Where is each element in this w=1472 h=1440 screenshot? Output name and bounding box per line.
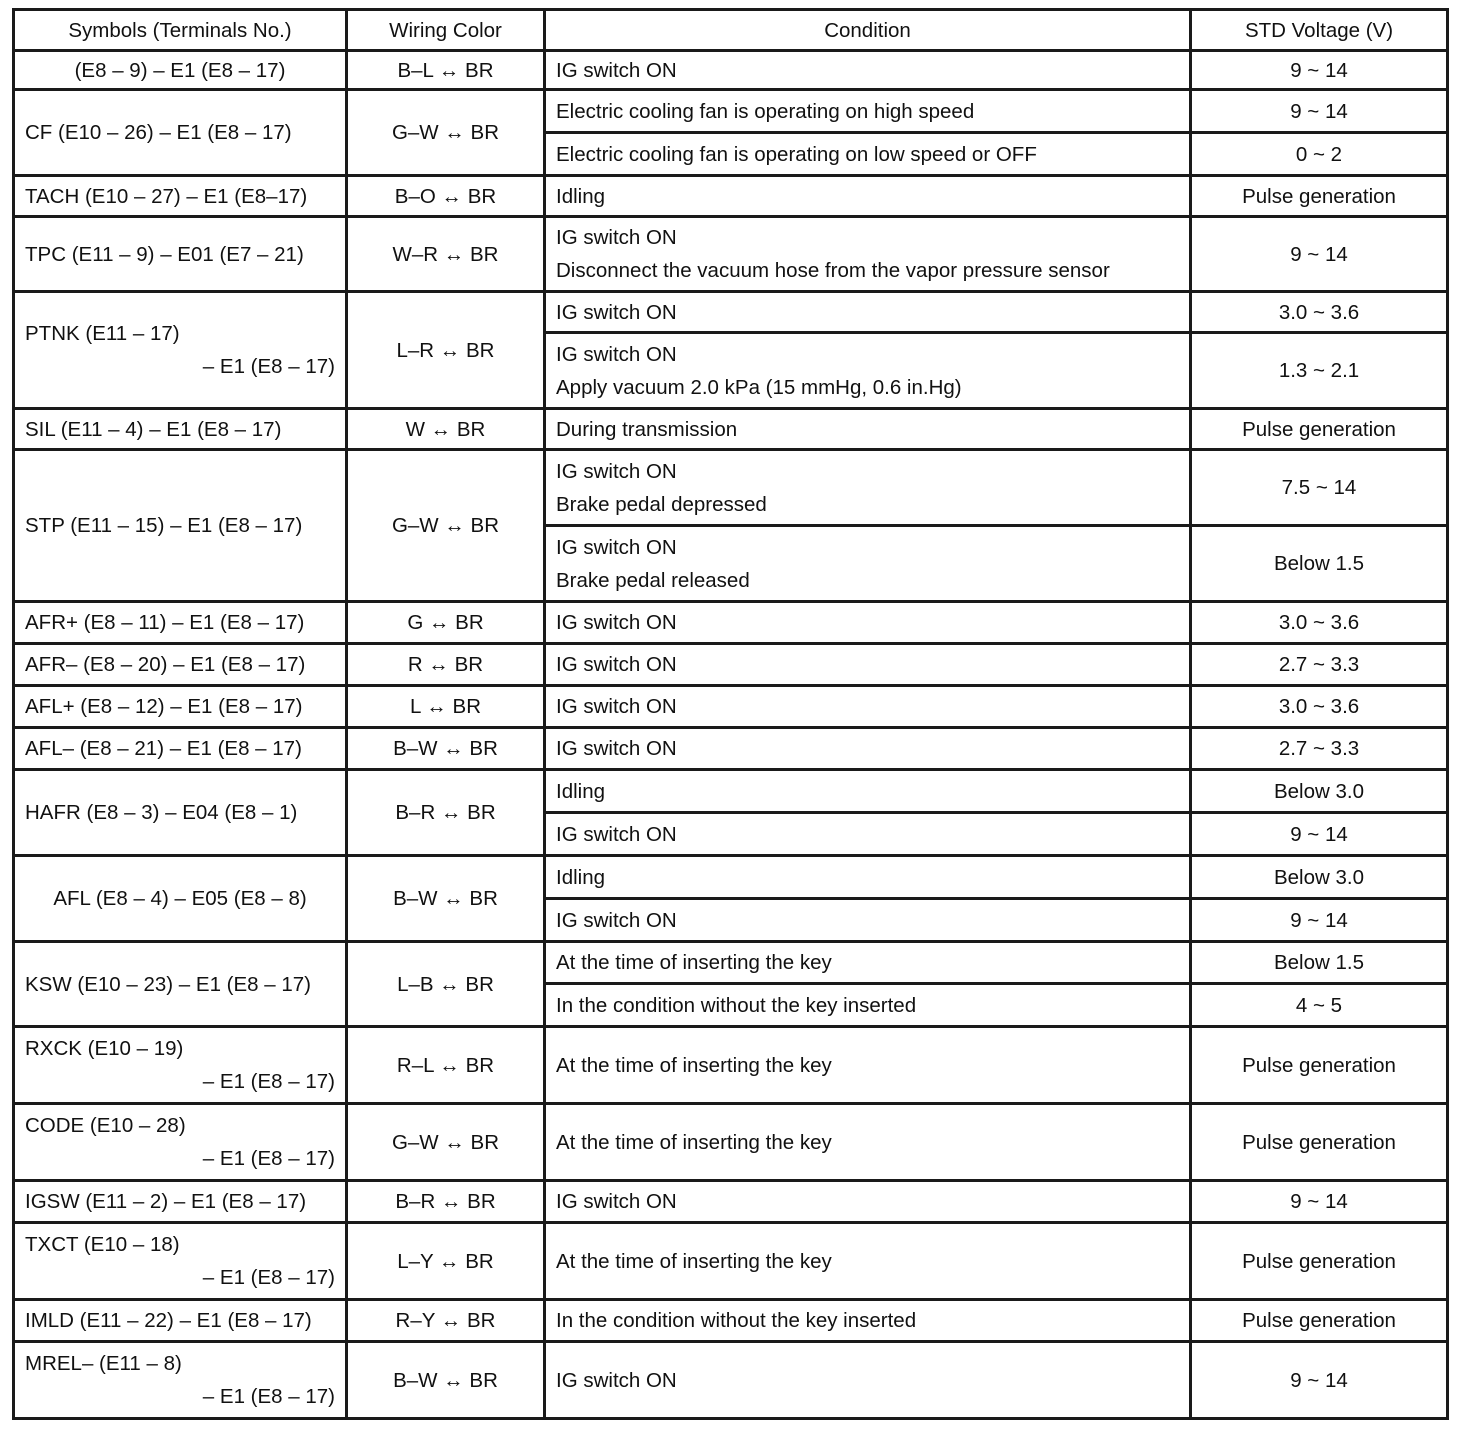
symbol-cell <box>14 1027 347 1104</box>
wiring-color-cell: B–W ↔ BR <box>347 856 545 942</box>
wiring-color-cell: B–R ↔ BR <box>347 1181 545 1223</box>
condition-line: IG switch ON <box>556 1190 677 1213</box>
condition-line: Idling <box>556 184 606 208</box>
symbol-cell: AFR+ (E8 – 11) – E1 (E8 – 17) <box>14 602 347 644</box>
condition-cell <box>545 1104 1191 1181</box>
condition-cell <box>545 856 1191 899</box>
std-voltage-cell: 0 ~ 2 <box>1191 133 1448 176</box>
header-wiring-color: Wiring Color <box>347 10 545 51</box>
symbol-line-1: MREL– (E11 – 8) <box>25 1352 182 1375</box>
symbol-cell <box>14 1223 347 1300</box>
symbol-line-2: – E1 (E8 – 17) <box>202 355 335 378</box>
std-voltage-cell: Below 1.5 <box>1191 942 1448 984</box>
table-row <box>14 1223 1448 1300</box>
condition-cell <box>545 602 1191 644</box>
condition-cell <box>545 133 1191 176</box>
wiring-color-cell: W–R ↔ BR <box>347 217 545 292</box>
condition-cell <box>545 1223 1191 1300</box>
condition-cell <box>545 333 1191 409</box>
wiring-color-cell: B–W ↔ BR <box>347 1342 545 1419</box>
condition-line: At the time of inserting the key <box>556 1249 832 1273</box>
std-voltage-cell: 3.0 ~ 3.6 <box>1191 602 1448 644</box>
condition-line: Idling <box>556 865 606 889</box>
condition-line: IG switch ON <box>556 535 677 559</box>
wiring-color-cell: L–Y ↔ BR <box>347 1223 545 1300</box>
std-voltage-cell: 3.0 ~ 3.6 <box>1191 686 1448 728</box>
symbol-cell <box>14 1104 347 1181</box>
condition-cell <box>545 686 1191 728</box>
table-row <box>14 90 1448 133</box>
condition-line: At the time of inserting the key <box>556 1053 832 1077</box>
condition-line: In the condition without the key inserted <box>556 1309 917 1332</box>
symbol-cell: CF (E10 – 26) – E1 (E8 – 17) <box>14 90 347 176</box>
std-voltage-cell: 2.7 ~ 3.3 <box>1191 728 1448 770</box>
symbol-cell: TPC (E11 – 9) – E01 (E7 – 21) <box>14 217 347 292</box>
condition-line: Electric cooling fan is operating on high speed <box>556 99 975 123</box>
table-row <box>14 856 1448 899</box>
condition-line: IG switch ON <box>556 58 677 82</box>
condition-cell <box>545 644 1191 686</box>
std-voltage-cell: 4 ~ 5 <box>1191 984 1448 1027</box>
header-row <box>14 10 1448 51</box>
condition-line: IG switch ON <box>556 822 677 846</box>
condition-cell <box>545 450 1191 526</box>
std-voltage-cell: 9 ~ 14 <box>1191 813 1448 856</box>
std-voltage-cell: Pulse generation <box>1191 1223 1448 1300</box>
symbol-cell: SIL (E11 – 4) – E1 (E8 – 17) <box>14 409 347 450</box>
wiring-color-cell: L ↔ BR <box>347 686 545 728</box>
wiring-color-cell: L–R ↔ BR <box>347 292 545 409</box>
condition-cell <box>545 728 1191 770</box>
condition-line: IG switch ON <box>556 300 677 324</box>
condition-line: During transmission <box>556 417 738 441</box>
wiring-color-cell: B–R ↔ BR <box>347 770 545 856</box>
condition-cell <box>545 292 1191 333</box>
wiring-color-cell: G–W ↔ BR <box>347 450 545 602</box>
condition-line: Brake pedal released <box>556 568 750 592</box>
std-voltage-cell: 2.7 ~ 3.3 <box>1191 644 1448 686</box>
condition-line: IG switch ON <box>556 342 677 366</box>
symbol-cell: STP (E11 – 15) – E1 (E8 – 17) <box>14 450 347 602</box>
condition-line: Brake pedal depressed <box>556 492 767 516</box>
condition-cell <box>545 770 1191 813</box>
table-row <box>14 1181 1448 1223</box>
condition-cell <box>545 409 1191 450</box>
std-voltage-cell: Below 1.5 <box>1191 526 1448 602</box>
symbol-cell: HAFR (E8 – 3) – E04 (E8 – 1) <box>14 770 347 856</box>
symbol-line-2: – E1 (E8 – 17) <box>202 1070 335 1093</box>
condition-cell <box>545 1300 1191 1342</box>
symbol-cell <box>14 292 347 409</box>
condition-cell <box>545 90 1191 133</box>
wiring-color-cell: B–L ↔ BR <box>347 51 545 90</box>
std-voltage-cell: Pulse generation <box>1191 1104 1448 1181</box>
condition-line: Disconnect the vacuum hose from the vapor pressure sensor <box>556 259 1110 282</box>
std-voltage-cell: Below 3.0 <box>1191 856 1448 899</box>
condition-cell <box>545 1027 1191 1104</box>
wiring-color-cell: G–W ↔ BR <box>347 1104 545 1181</box>
symbol-line-1: CODE (E10 – 28) <box>25 1114 186 1137</box>
wiring-color-cell: G–W ↔ BR <box>347 90 545 176</box>
symbol-cell: IGSW (E11 – 2) – E1 (E8 – 17) <box>14 1181 347 1223</box>
condition-line: IG switch ON <box>556 695 677 718</box>
std-voltage-cell: Pulse generation <box>1191 176 1448 217</box>
table-row <box>14 409 1448 450</box>
symbol-line-2: – E1 (E8 – 17) <box>202 1385 335 1408</box>
table-row <box>14 217 1448 292</box>
wiring-color-cell: G ↔ BR <box>347 602 545 644</box>
table-row <box>14 1027 1448 1104</box>
table-row <box>14 644 1448 686</box>
condition-line: IG switch ON <box>556 611 677 634</box>
std-voltage-cell: 9 ~ 14 <box>1191 90 1448 133</box>
table-row <box>14 292 1448 333</box>
wiring-color-cell: R ↔ BR <box>347 644 545 686</box>
table-row <box>14 1342 1448 1419</box>
wiring-color-cell: R–L ↔ BR <box>347 1027 545 1104</box>
table-row <box>14 51 1448 90</box>
wiring-color-cell: B–W ↔ BR <box>347 728 545 770</box>
condition-line: Electric cooling fan is operating on low speed or OFF <box>556 142 1037 166</box>
std-voltage-cell: 9 ~ 14 <box>1191 1181 1448 1223</box>
condition-line: IG switch ON <box>556 908 677 932</box>
table-row <box>14 450 1448 526</box>
condition-cell <box>545 899 1191 942</box>
symbol-line-2: – E1 (E8 – 17) <box>202 1266 335 1289</box>
header-condition: Condition <box>545 10 1191 51</box>
symbol-cell: IMLD (E11 – 22) – E1 (E8 – 17) <box>14 1300 347 1342</box>
condition-cell <box>545 526 1191 602</box>
symbol-cell: KSW (E10 – 23) – E1 (E8 – 17) <box>14 942 347 1027</box>
condition-cell <box>545 51 1191 90</box>
std-voltage-cell: 3.0 ~ 3.6 <box>1191 292 1448 333</box>
std-voltage-cell: Pulse generation <box>1191 1300 1448 1342</box>
condition-line: At the time of inserting the key <box>556 951 832 974</box>
condition-line: At the time of inserting the key <box>556 1130 832 1154</box>
condition-line: IG switch ON <box>556 459 677 483</box>
symbol-cell: AFL– (E8 – 21) – E1 (E8 – 17) <box>14 728 347 770</box>
table-row <box>14 176 1448 217</box>
condition-cell <box>545 217 1191 292</box>
condition-cell <box>545 984 1191 1027</box>
table-row <box>14 686 1448 728</box>
condition-cell <box>545 813 1191 856</box>
wiring-color-cell: R–Y ↔ BR <box>347 1300 545 1342</box>
std-voltage-cell: Below 3.0 <box>1191 770 1448 813</box>
condition-line: IG switch ON <box>556 1368 677 1392</box>
symbol-cell: AFL (E8 – 4) – E05 (E8 – 8) <box>14 856 347 942</box>
std-voltage-cell: 9 ~ 14 <box>1191 217 1448 292</box>
symbol-line-1: RXCK (E10 – 19) <box>25 1037 184 1060</box>
std-voltage-cell: 7.5 ~ 14 <box>1191 450 1448 526</box>
symbol-cell: (E8 – 9) – E1 (E8 – 17) <box>14 51 347 90</box>
symbol-line-1: TXCT (E10 – 18) <box>25 1233 180 1256</box>
symbol-cell: AFL+ (E8 – 12) – E1 (E8 – 17) <box>14 686 347 728</box>
header-symbols: Symbols (Terminals No.) <box>14 10 347 51</box>
symbol-cell: AFR– (E8 – 20) – E1 (E8 – 17) <box>14 644 347 686</box>
condition-line: IG switch ON <box>556 737 677 760</box>
table-row <box>14 1104 1448 1181</box>
table-row <box>14 942 1448 984</box>
table-row <box>14 770 1448 813</box>
condition-line: In the condition without the key inserted <box>556 993 917 1017</box>
wiring-color-cell: B–O ↔ BR <box>347 176 545 217</box>
condition-line: IG switch ON <box>556 653 677 676</box>
table-row <box>14 602 1448 644</box>
terminal-voltage-table <box>12 8 1449 1420</box>
symbol-cell <box>14 1342 347 1419</box>
symbol-line-2: – E1 (E8 – 17) <box>202 1147 335 1170</box>
wiring-color-cell: W ↔ BR <box>347 409 545 450</box>
std-voltage-cell: 1.3 ~ 2.1 <box>1191 333 1448 409</box>
condition-cell <box>545 942 1191 984</box>
table-row <box>14 728 1448 770</box>
symbol-cell: TACH (E10 – 27) – E1 (E8–17) <box>14 176 347 217</box>
std-voltage-cell: 9 ~ 14 <box>1191 899 1448 942</box>
header-std-voltage: STD Voltage (V) <box>1191 10 1448 51</box>
std-voltage-cell: Pulse generation <box>1191 409 1448 450</box>
condition-line: Idling <box>556 779 606 803</box>
condition-cell <box>545 176 1191 217</box>
condition-line: IG switch ON <box>556 226 677 249</box>
symbol-line-1: PTNK (E11 – 17) <box>25 322 180 345</box>
wiring-color-cell: L–B ↔ BR <box>347 942 545 1027</box>
condition-cell <box>545 1342 1191 1419</box>
std-voltage-cell: 9 ~ 14 <box>1191 51 1448 90</box>
std-voltage-cell: 9 ~ 14 <box>1191 1342 1448 1419</box>
std-voltage-cell: Pulse generation <box>1191 1027 1448 1104</box>
condition-line: Apply vacuum 2.0 kPa (15 mmHg, 0.6 in.Hg) <box>556 375 962 399</box>
table-row <box>14 1300 1448 1342</box>
condition-cell <box>545 1181 1191 1223</box>
